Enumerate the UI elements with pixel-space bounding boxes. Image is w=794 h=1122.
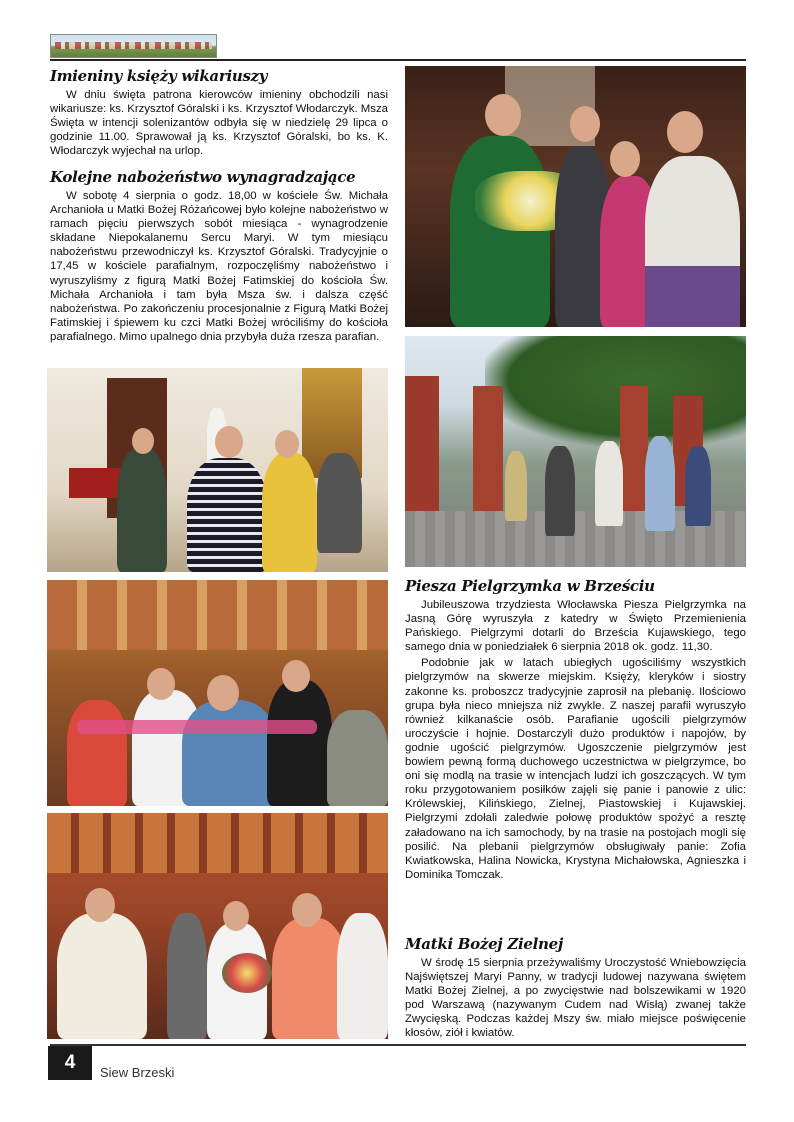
photo-blessing-herbs bbox=[47, 813, 388, 1039]
photo-priest-with-flowers bbox=[405, 66, 746, 327]
publication-title: Siew Brzeski bbox=[100, 1065, 175, 1080]
article-title: Kolejne nabożeństwo wynagradzające bbox=[50, 168, 356, 186]
article-paragraph: Jubileuszowa trzydziesta Włocławska Piesza Pielgrzymka na Jasną Górę wyruszyła z katedry w Święto Przemienienia Pańskiego. Pielgrzymi dotarli do Brześcia Kujawskiego, tego samego dnia w poniedziałek 6 sierpnia 2018 ok. godz. 11,30. bbox=[405, 599, 746, 654]
bottom-divider bbox=[50, 1044, 746, 1046]
header-village-banner bbox=[50, 34, 217, 58]
article-paragraph: W sobotę 4 sierpnia o godz. 18,00 w kościele Św. Michała Archanioła u Matki Bożej Różańcowej było kolejne nabożeństwo w ramach pięciu pierwszych sobót miesiąca - wynagrodzenie składane Niepokalanemu Sercu Maryi. W tym miesiącu nabożeństwu przewodniczył ks. Krzysztof Góralski. Tradycyjnie o 17,45 w kościele parafialnym, rozpoczęliśmy nabożeństwo i wyruszyliśmy z figurą Matki Bożej Fatimskiej do kościoła Św. Michała Archanioła i tam była Msza św. i dalsza część nabożeństwa. Po zakończeniu procesjonalnie z Figurą Matki Bożej Fatimskiej i śpiewem ku czci Matki Bożej wróciliśmy do kościoła parafialnego. Mimo upalnego dnia przybyła duża rzesza parafian. bbox=[50, 190, 388, 343]
photo-church-interior-fatima bbox=[47, 368, 388, 572]
top-divider bbox=[50, 59, 746, 61]
photo-pilgrims-in-church bbox=[47, 580, 388, 806]
article-paragraph: W dniu święta patrona kierowców imieniny obchodzili nasi wikariusze: ks. Krzysztof Góralski i ks. Krzysztof Włodarczyk. Msza Święta w intencji solenizantów odbyła się w niedzielę 29 lipca o godzinie 11.00. Sprawował ją ks. Krzysztof Góralski, bo ks. K. Włodarczyk wyjechał na urlop. bbox=[50, 89, 388, 158]
article-paragraph: W środę 15 sierpnia przeżywaliśmy Uroczystość Wniebowzięcia Najświętszej Maryi Panny, w tradycji ludowej nazywana świętem Matki Bożej Zielnej, a po zwycięstwie nad bolszewikami w 1920 pod Warszawą (nazywanym Cudem nad Wisłą) zwanej także Zwycięską. Podczas każdej Mszy św. miało miejsce poświęcenie kłosów, ziół i kwiatów. bbox=[405, 957, 746, 1040]
article-matki-bozej-zielnej bbox=[405, 935, 746, 1041]
article-title: Imieniny księży wikariuszy bbox=[50, 67, 268, 85]
article-pielgrzymka bbox=[405, 577, 746, 882]
article-title: Piesza Pielgrzymka w Brześciu bbox=[405, 577, 655, 595]
photo-procession-gate bbox=[405, 336, 746, 567]
article-paragraph: Podobnie jak w latach ubiegłych ugościliśmy wszystkich pielgrzymów na skwerze miejskim. Księży, kleryków i siostry zakonne ks. proboszcz tradycyjnie zaprosił na plebanię. Ilościowo grupa była nieco mniejsza niż zwykle. Z naszej parafii wyruszyło również kilkanaście osób. Parafianie ugościli pielgrzymów uroczyście i hojnie. Dostarczyli dużo produktów i napojów, by godnie ugościć pielgrzymów. Ugoszczenie pielgrzymów jest bowiem pewną formą duchowego uczestnictwa w pielgrzymce, bo oni się modlą na trasie w intencjach ludzi ich goszczących. W tym roku przygotowaniem posiłków zajęli się panie i panowie z ulic: Królewskiej, Kilińskiego, Zielnej, Piastowskiej i Kujawskiej. Pielgrzymi zdołali zaledwie połowę produktów spożyć a resztę załadowano na ich samochody, by na trasie na postojach mogli się posilić. Na plebanii pielgrzymów obsługiwały panie: Zofia Kwiatkowska, Halina Nowicka, Krystyna Michałowska, Agnieszka i Dominika Tomczak. bbox=[405, 657, 746, 881]
article-title: Matki Bożej Zielnej bbox=[405, 935, 564, 953]
page-number: 4 bbox=[48, 1046, 92, 1080]
article-imieniny bbox=[50, 67, 388, 158]
article-nabozenstwo bbox=[50, 168, 388, 344]
